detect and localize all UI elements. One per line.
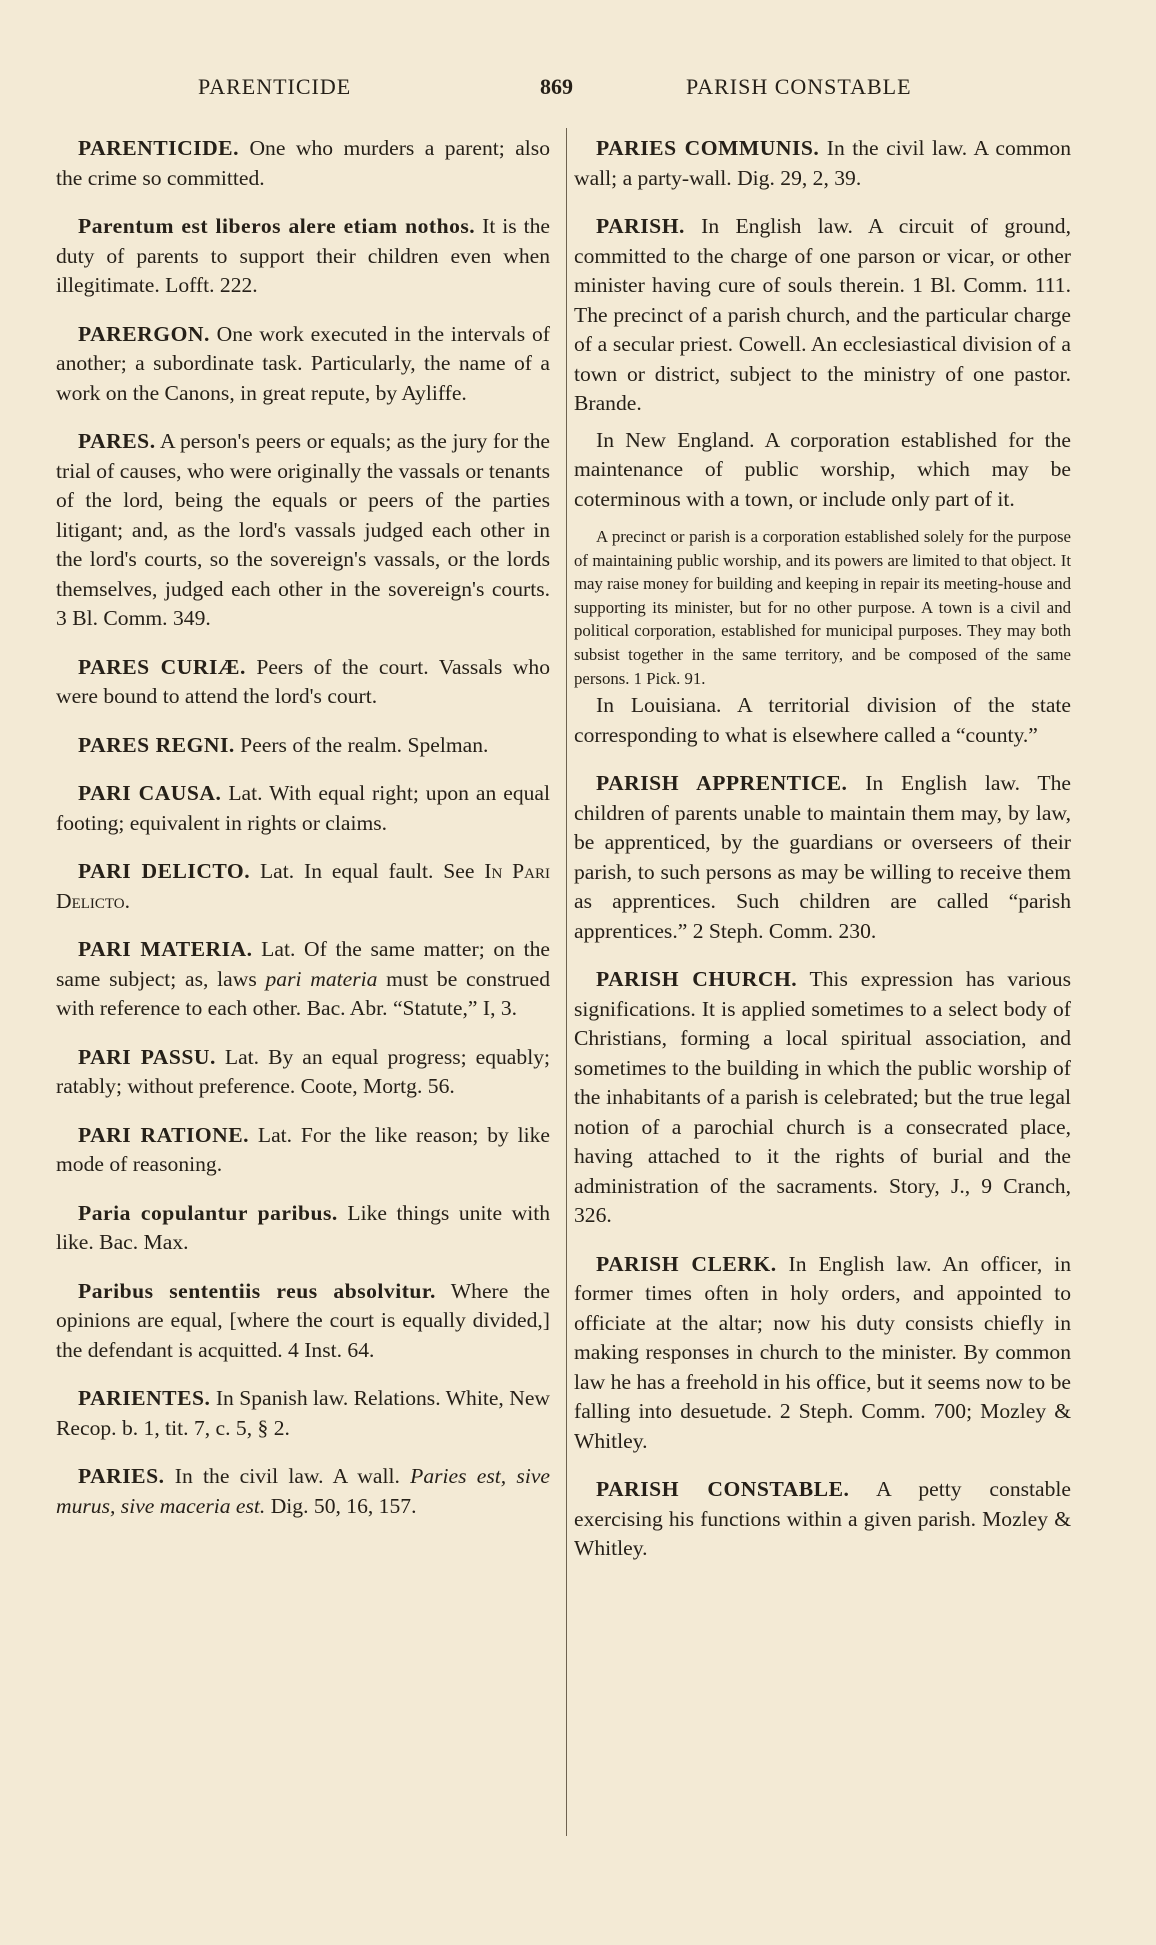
entry-text: Lat. With equal right; upon an equal footing; equivalent in rights or claims. xyxy=(56,781,550,835)
entry-subsection xyxy=(574,426,1071,515)
entry-text: It is the duty of parents to support their children even when illegitimate. Lofft. 222. xyxy=(56,214,550,297)
dictionary-entry xyxy=(574,134,1071,193)
entry-headword: PARI RATIONE. xyxy=(78,1122,250,1147)
dictionary-entry xyxy=(56,779,550,838)
italic-phrase: pari materia xyxy=(265,966,378,991)
dictionary-entry xyxy=(56,857,550,916)
entry-headword: PARES. xyxy=(78,429,156,453)
entry-headword: PARI PASSU. xyxy=(78,1044,216,1069)
entry-text: Lat. Of the same matter; on the same subject; as, laws xyxy=(56,937,550,991)
column-divider xyxy=(566,128,567,1836)
entry-text: Lat. In equal fault. See xyxy=(250,859,485,883)
entry-text: This expression has various significations. It is applied sometimes to a select body of Christians, forming a local spiritual association, and sometimes to the building in which the public worship of the inhabitants of a parish is celebrated; but the true legal notion of a parochial church is a consecrated place, having attached to it the rights of burial and the administration of the sacraments. Story, J., 9 Cranch, 326. xyxy=(574,967,1071,1228)
right-column xyxy=(574,134,1071,1583)
entry-text: Peers of the court. Vassals who were bound to attend the lord's court. xyxy=(56,654,550,708)
entry-headword: PARIENTES. xyxy=(78,1386,211,1410)
dictionary-entry xyxy=(56,1277,550,1366)
entry-text: In English law. A circuit of ground, committed to the charge of one parson or vicar, or other minister having cure of souls therein. 1 Bl. Comm. 111. The precinct of a parish church, and the particular charge of a secular priest. Cowell. An ecclesiastical division of a town or district, subject to the ministry of one pastor. Brande. xyxy=(574,214,1071,415)
dictionary-entry xyxy=(56,935,550,1024)
entry-headword: PARIES. xyxy=(78,1464,165,1488)
dictionary-entry xyxy=(56,1043,550,1102)
entry-text: One work executed in the intervals of another; a subordinate task. Particularly, the name of a work on the Canons, in great repute, by Ayliffe. xyxy=(56,321,550,405)
dictionary-entry xyxy=(574,965,1071,1231)
entry-headword: PARENTICIDE. xyxy=(78,136,239,160)
entry-headword: PARISH CLERK. xyxy=(596,1251,777,1276)
entry-headword: PARI MATERIA. xyxy=(78,937,253,961)
entry-headword: PARISH CONSTABLE. xyxy=(596,1477,850,1502)
dictionary-entry xyxy=(56,427,550,634)
entry-text: In Louisiana. A territorial division of the state corresponding to what is elsewhere called a “county.” xyxy=(574,693,1071,747)
entry-text-tail: must be construed with reference to each other. Bac. Abr. “Statute,” I, 3. xyxy=(56,966,550,1020)
entry-headword: PARISH APPRENTICE. xyxy=(596,771,848,796)
dictionary-entry xyxy=(56,1121,550,1180)
entry-subsection xyxy=(574,691,1071,750)
entry-text: A person's peers or equals; as the jury for the trial of causes, who were originally the vassals or tenants of the lord, being the equals or peers of the parties litigant; and, as the lord's vassals judged each other in the lord's courts, so the sovereign's vassals, or the lords themselves, judged each other in the sovereign's courts. 3 Bl. Comm. 349. xyxy=(56,429,550,630)
entry-text: In English law. An officer, in former times often in holy orders, and appointed to officiate at the altar; now his duty consists chiefly in making responses in church to the minister. By common law he has a freehold in his office, but it seems now to be falling into desuetude. 2 Steph. Comm. 700; Mozley & Whitley. xyxy=(574,1251,1071,1453)
dictionary-entry xyxy=(56,653,550,712)
entry-headword: Paria copulantur paribus. xyxy=(78,1200,338,1225)
left-column xyxy=(56,134,550,1540)
dictionary-entry xyxy=(56,1462,550,1521)
dictionary-entry xyxy=(56,1199,550,1258)
right-guide-word: PARISH CONSTABLE xyxy=(686,74,912,99)
entry-text: In the civil law. A common wall; a party-wall. Dig. 29, 2, 39. xyxy=(574,136,1071,190)
dictionary-entry xyxy=(56,320,550,409)
entry-text: In New England. A corporation established for the maintenance of public worship, which may be coterminous with a town, or include only part of it. xyxy=(574,427,1071,511)
entry-headword: Paribus sententiis reus absolvitur. xyxy=(78,1278,436,1303)
dictionary-entry xyxy=(56,212,550,301)
entry-headword: PARES REGNI. xyxy=(78,732,235,757)
entry-text: Lat. By an equal progress; equably; ratably; without preference. Coote, Mortg. 56. xyxy=(56,1044,550,1098)
entry-text: Peers of the realm. Spelman. xyxy=(234,732,489,757)
italic-phrase: Paries est, sive murus, sive maceria est. xyxy=(56,1464,551,1518)
entry-text: A petty constable exercising his functions within a given parish. Mozley & Whitley. xyxy=(574,1477,1071,1561)
entry-text-tail: . xyxy=(124,888,131,913)
entry-text: In English law. The children of parents unable to maintain them may, by law, be apprenticed, by the guardians or overseers of their parish, to such persons as may be willing to receive them as apprentices. Such children are called “parish apprentices.” 2 Steph. Comm. 230. xyxy=(574,771,1071,943)
entry-text: One who murders a parent; also the crime so committed. xyxy=(56,136,550,190)
entry-headword: PARISH CHURCH. xyxy=(596,967,798,992)
entry-text: In Spanish law. Relations. White, New Recop. b. 1, tit. 7, c. 5, § 2. xyxy=(56,1386,550,1440)
dictionary-entry xyxy=(56,134,550,193)
dictionary-entry xyxy=(574,212,1071,419)
dictionary-entry xyxy=(574,1250,1071,1457)
dictionary-entry xyxy=(56,731,550,761)
entry-text: Like things unite with like. Bac. Max. xyxy=(56,1200,550,1254)
page-number: 869 xyxy=(540,74,573,99)
note-text: A precinct or parish is a corporation established solely for the purpose of maintaining public worship, and its powers are limited to that object. It may raise money for building and keeping in repair its meeting-house and supporting its minister, but for no other purpose. A town is a civil and political corporation, established for municipal purposes. They may both subsist together in the same territory, and be composed of the same persons. 1 Pick. 91. xyxy=(574,527,1071,688)
entry-headword: PARIES COMMUNIS. xyxy=(596,136,820,160)
entry-headword: PARISH. xyxy=(596,214,685,238)
running-header xyxy=(0,74,1156,108)
cross-reference: In Pari Delicto xyxy=(56,859,551,913)
entry-text: In the civil law. A wall. xyxy=(164,1464,411,1488)
entry-headword: PARES CURIÆ. xyxy=(78,654,246,679)
entry-text: Lat. For the like reason; by like mode of reasoning. xyxy=(56,1122,550,1176)
entry-text-tail: Dig. 50, 16, 157. xyxy=(265,1493,417,1518)
dictionary-entry xyxy=(56,1384,550,1443)
entry-headword: Parentum est liberos alere etiam nothos. xyxy=(78,214,476,238)
dictionary-entry xyxy=(574,1475,1071,1564)
entry-note xyxy=(574,525,1071,690)
dictionary-entry xyxy=(574,769,1071,946)
left-guide-word: PARENTICIDE xyxy=(198,74,352,99)
entry-headword: PARI DELICTO. xyxy=(78,859,251,883)
entry-headword: PARI CAUSA. xyxy=(78,781,222,805)
entry-text: Where the opinions are equal, [where the court is equally divided,] the defendant is acquitted. 4 Inst. 64. xyxy=(56,1278,550,1362)
entry-headword: PARERGON. xyxy=(78,321,210,346)
